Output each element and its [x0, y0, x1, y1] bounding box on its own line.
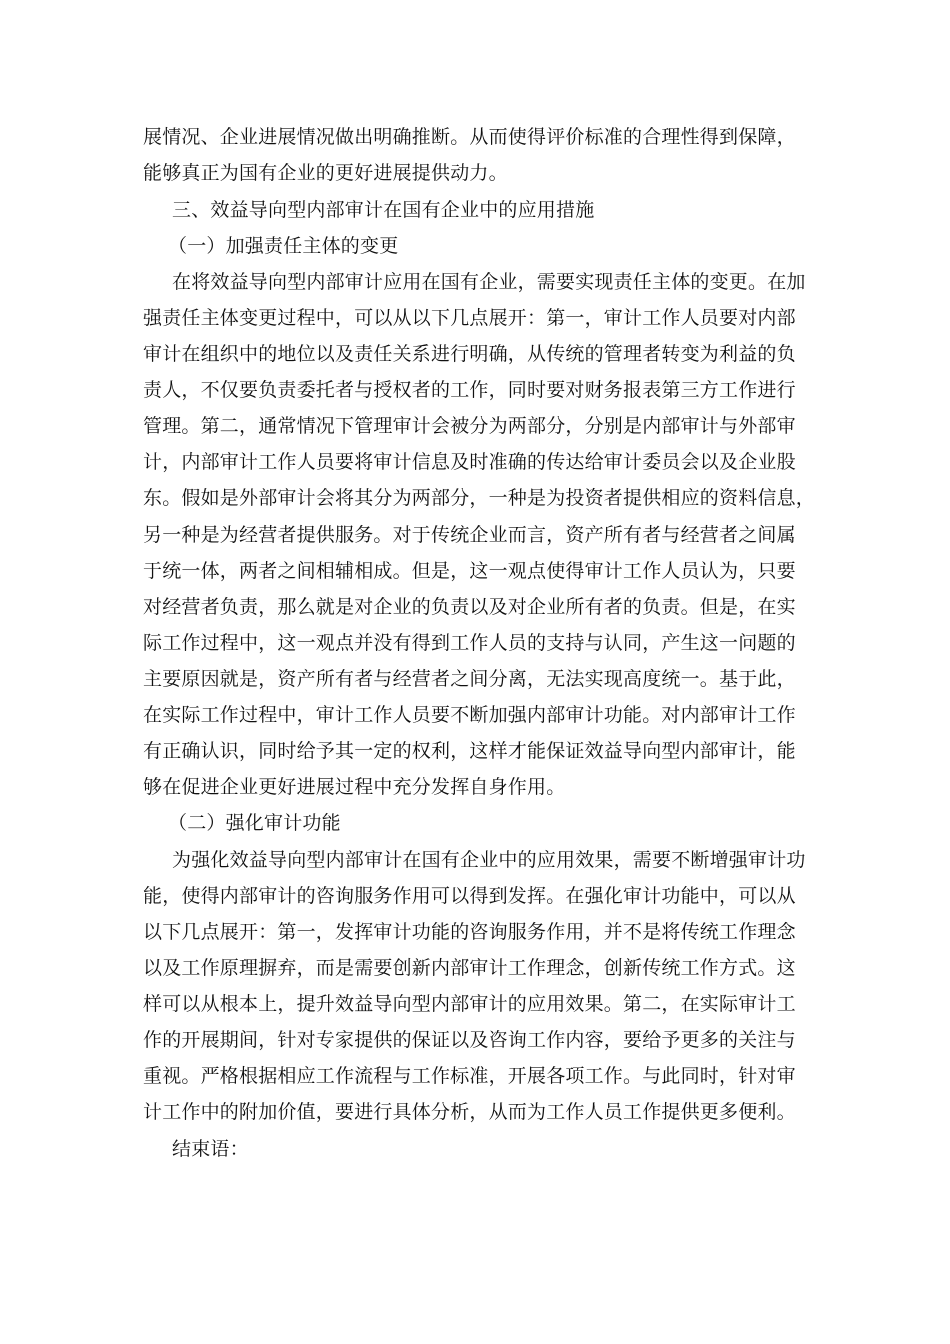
subsection-heading: （一）加强责任主体的变更: [168, 235, 399, 257]
body-text-line: 管理。第二，通常情况下管理审计会被分为两部分，分别是内部审计与外部审: [143, 415, 796, 437]
body-text-line: 重视。严格根据相应工作流程与工作标准，开展各项工作。与此同时，针对审: [143, 1065, 796, 1087]
body-text-line: 强责任主体变更过程中，可以从以下几点展开：第一，审计工作人员要对内部: [143, 307, 796, 329]
body-text-line: 样可以从根本上，提升效益导向型内部审计的应用效果。第二，在实际审计工: [143, 993, 796, 1015]
section-heading: 三、效益导向型内部审计在国有企业中的应用措施: [172, 199, 595, 221]
body-text-line: 另一种是为经营者提供服务。对于传统企业而言，资产所有者与经营者之间属: [143, 524, 796, 546]
body-text-line: 作的开展期间，针对专家提供的保证以及咨询工作内容，要给予更多的关注与: [143, 1029, 796, 1051]
body-text-line: 为强化效益导向型内部审计在国有企业中的应用效果，需要不断增强审计功: [172, 849, 806, 871]
body-text-line: 责人，不仅要负责委托者与授权者的工作，同时要对财务报表第三方工作进行: [143, 379, 796, 401]
body-text-line: 在实际工作过程中，审计工作人员要不断加强内部审计功能。对内部审计工作: [143, 704, 796, 726]
body-text-line: 有正确认识，同时给予其一定的权利，这样才能保证效益导向型内部审计，能: [143, 740, 796, 762]
body-text-line: 能够真正为国有企业的更好进展提供动力。: [143, 162, 508, 184]
body-text-line: 东。假如是外部审计会将其分为两部分，一种是为投资者提供相应的资料信息，: [143, 487, 816, 509]
body-text-line: 以下几点展开：第一，发挥审计功能的咨询服务作用，并不是将传统工作理念: [143, 921, 796, 943]
body-text-line: 能，使得内部审计的咨询服务作用可以得到发挥。在强化审计功能中，可以从: [143, 885, 796, 907]
body-text-line: 审计在组织中的地位以及责任关系进行明确，从传统的管理者转变为利益的负: [143, 343, 796, 365]
body-text-line: 够在促进企业更好进展过程中充分发挥自身作用。: [143, 776, 566, 798]
body-text-line: 于统一体，两者之间相辅相成。但是，这一观点使得审计工作人员认为，只要: [143, 560, 796, 582]
body-text-line: 在将效益导向型内部审计应用在国有企业，需要实现责任主体的变更。在加: [172, 271, 806, 293]
body-text-line: 对经营者负责，那么就是对企业的负责以及对企业所有者的负责。但是，在实: [143, 596, 796, 618]
body-text-line: 计，内部审计工作人员要将审计信息及时准确的传达给审计委员会以及企业股: [143, 451, 796, 473]
body-text-line: 以及工作原理摒弃，而是需要创新内部审计工作理念，创新传统工作方式。这: [143, 957, 796, 979]
body-text-line: 展情况、企业进展情况做出明确推断。从而使得评价标准的合理性得到保障，: [143, 126, 796, 148]
conclusion-heading: 结束语：: [172, 1138, 249, 1160]
body-text-line: 计工作中的附加价值，要进行具体分析，从而为工作人员工作提供更多便利。: [143, 1101, 796, 1123]
subsection-heading: （二）强化审计功能: [168, 812, 341, 834]
body-text-line: 主要原因就是，资产所有者与经营者之间分离，无法实现高度统一。基于此，: [143, 668, 796, 690]
body-text-line: 际工作过程中，这一观点并没有得到工作人员的支持与认同，产生这一问题的: [143, 632, 796, 654]
